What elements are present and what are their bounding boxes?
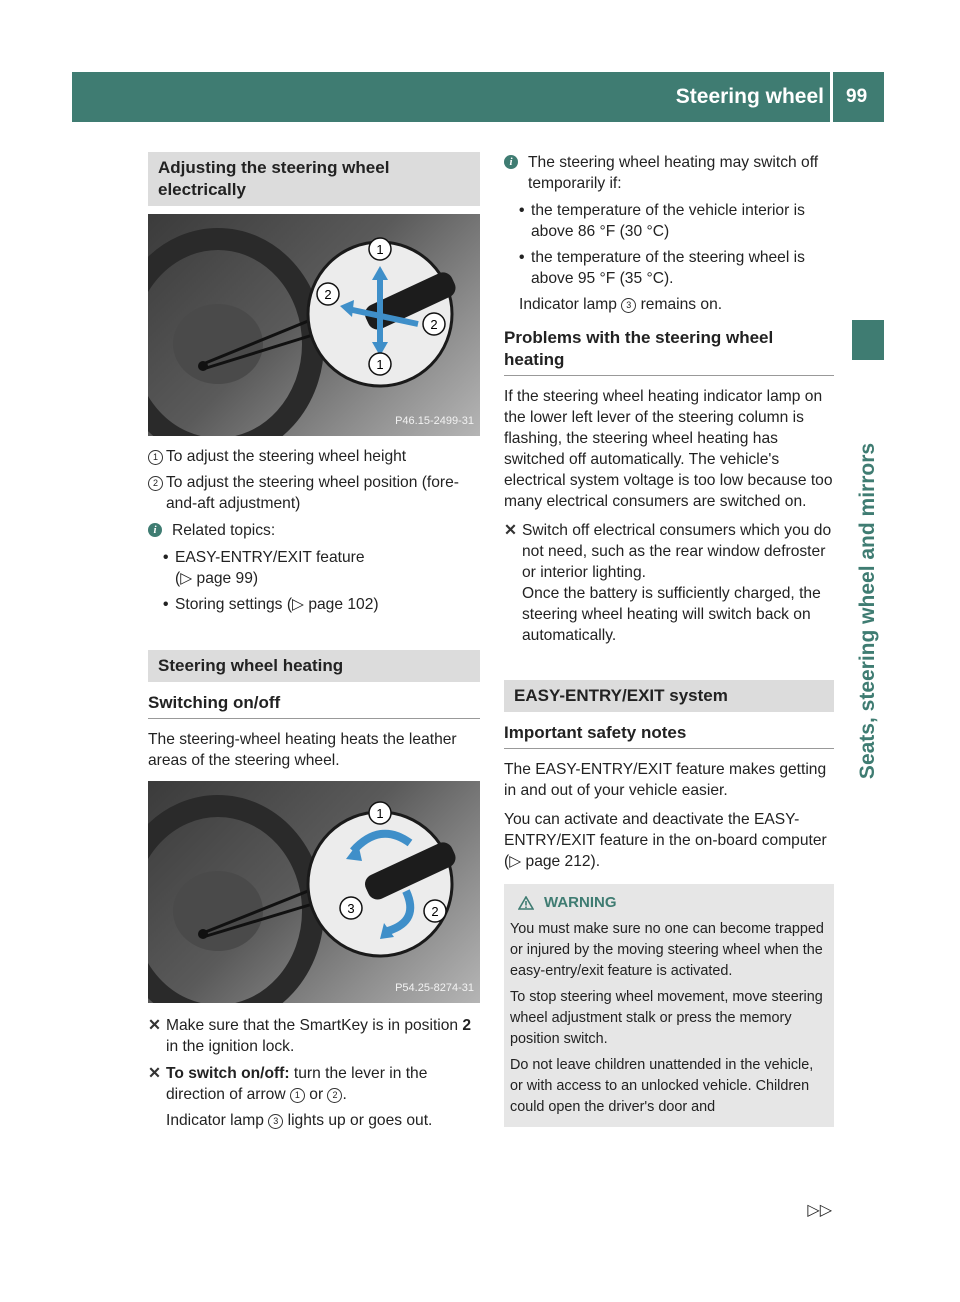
step2-note: Indicator lamp (166, 1112, 269, 1129)
info-bullet-text: the temperature of the vehicle interior is above 86 °F (30 °C) (531, 202, 805, 240)
step2-or: or (304, 1086, 328, 1103)
related-item-easy-entry[interactable]: • EASY-ENTRY/EXIT feature (▷ page 99) (163, 549, 365, 587)
related-topics-info (148, 520, 480, 541)
page-number: 99 (846, 86, 868, 107)
step-marker-icon: ✕ (504, 522, 518, 539)
step-marker-icon: ✕ (148, 1065, 162, 1082)
step-switch-onoff (148, 1063, 480, 1131)
steering-heating-photo (148, 781, 480, 1003)
easy-paragraph-2: You can activate and deactivate the EASY-ENTRY/EXIT feature in the on-board computer (▷ page 212). (504, 811, 827, 870)
problems-step-text: Switch off electrical consumers which you do not need, such as the rear window defroster or interior lighting. (522, 522, 832, 581)
step2-text: turn the lever in the direction of arrow (166, 1065, 428, 1103)
section-heading-heating: Steering wheel heating (148, 650, 480, 682)
steering-adjust-photo (148, 214, 480, 436)
photo2-caption: P54.25-8274-31 (395, 982, 474, 994)
marker-1: 1 (290, 1088, 305, 1103)
marker-3: 3 (621, 298, 636, 313)
related-ref-easy-entry[interactable]: (▷ page 99) (175, 570, 259, 587)
steering-adjust-illustration (148, 214, 480, 436)
step2-note-end: lights up or goes out. (283, 1112, 433, 1129)
warning-triangle-icon (518, 896, 534, 910)
info-bullet-text: the temperature of the steering wheel is above 95 °F (35 °C). (531, 249, 805, 287)
indicator-note (519, 294, 834, 315)
warning-paragraph-1: You must make sure no one can become trapped or injured by the moving steering wheel when the easy-entry/exit feature is activated. (510, 921, 824, 979)
continue-arrows-icon: ▷▷ (807, 1202, 832, 1219)
heating-paragraph: The steering-wheel heating heats the leather areas of the steering wheel. (148, 731, 457, 769)
related-link-storing[interactable]: Storing settings (▷ page 102) (175, 596, 379, 613)
info-icon: i (504, 155, 518, 169)
info-bullet-interior: • the temperature of the vehicle interior is above 86 °F (30 °C) (519, 200, 834, 242)
problems-step-note: Once the battery is sufficiently charged, the steering wheel heating will switch back on automatically. (522, 585, 821, 644)
legend-item-1 (148, 446, 480, 467)
indicator-note-end: remains on. (636, 296, 723, 313)
subheading-problems: Problems with the steering wheel heating (504, 327, 834, 376)
subheading-safety: Important safety notes (504, 722, 834, 749)
problems-paragraph: If the steering wheel heating indicator lamp on the lower left lever of the steering column is flashing, the steering wheel heating has switched off automatically. The vehicle's electrical system voltage is too low because too many electrical consumers are switched on. (504, 388, 833, 510)
step-marker-icon: ✕ (148, 1017, 162, 1034)
easy-paragraph-1: The EASY-ENTRY/EXIT feature makes getting in and out of your vehicle easier. (504, 761, 827, 799)
left-column (148, 152, 480, 1137)
callout-1-bottom: 1 (376, 357, 384, 372)
warning-label: WARNING (544, 894, 617, 911)
callout2-2: 2 (431, 904, 439, 919)
callout-2-right: 2 (430, 317, 438, 332)
header-divider (830, 72, 833, 122)
info-bullet-wheel: • the temperature of the steering wheel is above 95 °F (35 °C). (519, 247, 834, 289)
marker-2: 2 (148, 476, 163, 491)
warning-paragraph-3: Do not leave children unattended in the vehicle, or with access to an unlocked vehicle. Children could open the driver's door and (510, 1057, 814, 1115)
related-topics-label: Related topics: (172, 522, 276, 539)
callout2-3: 3 (347, 901, 355, 916)
warning-heading (518, 892, 828, 913)
related-item-storing[interactable]: • Storing settings (▷ page 102) (163, 596, 379, 613)
steering-heating-illustration (148, 781, 480, 1003)
info-text: The steering wheel heating may switch off temporarily if: (528, 154, 819, 192)
info-icon: i (148, 523, 162, 537)
subheading-switching: Switching on/off (148, 692, 480, 719)
indicator-note-text: Indicator lamp (519, 296, 622, 313)
related-link-easy-entry[interactable]: EASY-ENTRY/EXIT feature (175, 549, 365, 566)
warning-paragraph-2: To stop steering wheel movement, move steering wheel adjustment stalk or press the memory position switch. (510, 989, 823, 1047)
right-column (504, 152, 834, 1127)
legend-text-1: To adjust the steering wheel height (166, 448, 407, 465)
chapter-tab-marker (852, 320, 884, 360)
section-heading-adjusting: Adjusting the steering wheel electrically (148, 152, 480, 206)
legend-text-2: To adjust the steering wheel position (fore-and-aft adjustment) (166, 474, 459, 512)
page-title: Steering wheel (675, 85, 824, 108)
warning-box (504, 884, 834, 1127)
marker-3: 3 (268, 1114, 283, 1129)
callout-2-left: 2 (324, 287, 332, 302)
chapter-side-label (852, 376, 884, 846)
photo-caption: P46.15-2499-31 (395, 415, 474, 427)
heating-info-note (504, 152, 834, 194)
callout-1-top: 1 (376, 242, 384, 257)
marker-2: 2 (327, 1088, 342, 1103)
marker-1: 1 (148, 450, 163, 465)
step-switch-off-consumers (504, 520, 834, 646)
step2-label: To switch on/off: (166, 1065, 290, 1082)
step1-position: 2 (462, 1017, 472, 1034)
legend-item-2 (148, 472, 480, 514)
step2-end: . (342, 1086, 347, 1103)
step-smartkey (148, 1015, 480, 1057)
section-heading-easy-entry: EASY-ENTRY/EXIT system (504, 680, 834, 712)
step1-text: Make sure that the SmartKey is in position (166, 1017, 463, 1034)
callout2-1: 1 (376, 806, 384, 821)
step1-text-end: in the ignition lock. (166, 1038, 295, 1055)
chapter-title: Seats, steering wheel and mirrors (856, 442, 879, 780)
